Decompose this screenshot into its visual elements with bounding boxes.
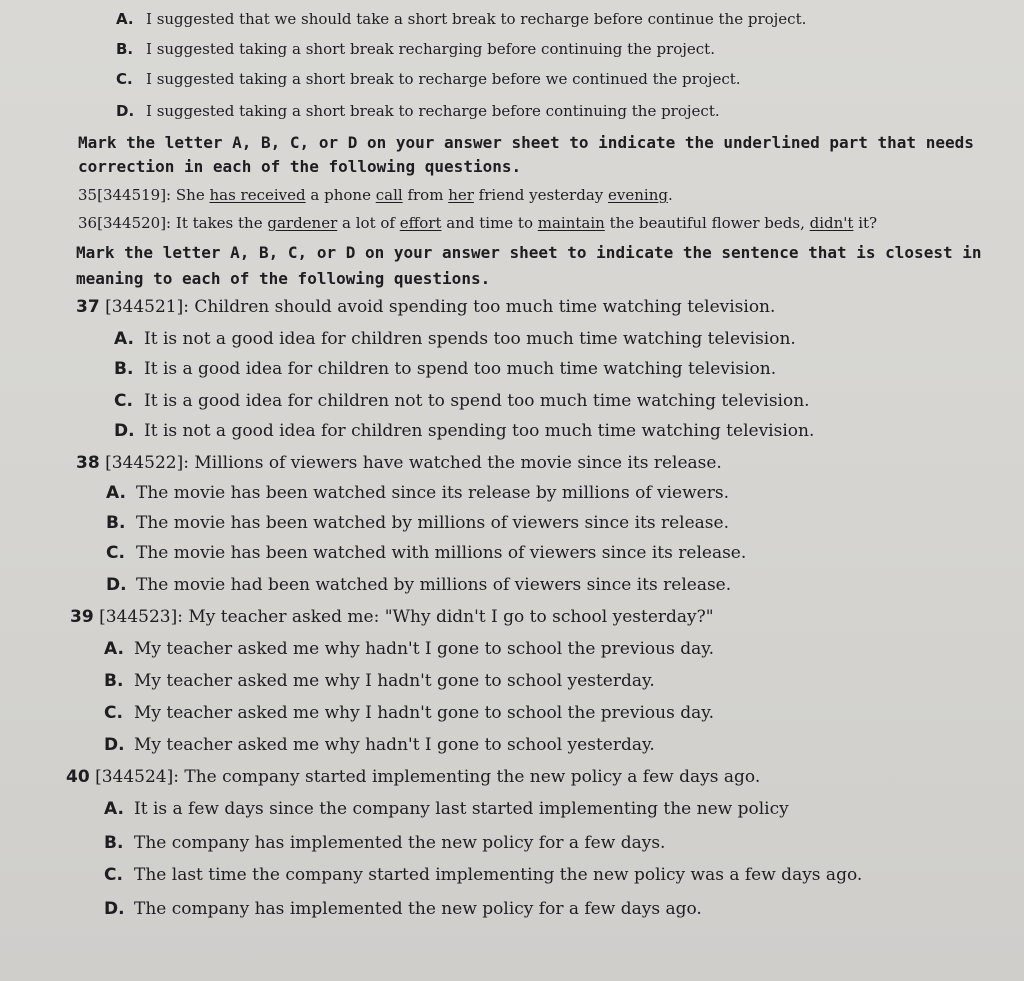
q39-option-b: B. My teacher asked me why I hadn't gone to school yesterday.	[104, 671, 655, 691]
q38-option-d: D. The movie had been watched by millions of viewers since its release.	[106, 575, 732, 595]
q40-option-c: C. The last time the company started implementing the new policy was a few days ago.	[104, 865, 863, 885]
question-39-stem	[70, 606, 714, 628]
underlined-part-b: effort	[399, 214, 442, 232]
option-text: My teacher asked me why hadn't I gone to school yesterday.	[134, 735, 655, 755]
q40-option-b: B. The company has implemented the new policy for a few days.	[104, 833, 666, 853]
question-id: [344522]:	[105, 453, 189, 473]
q38-option-b: B. The movie has been watched by millions of viewers since its release.	[106, 513, 729, 533]
option-letter: D.	[116, 102, 135, 120]
option-text: My teacher asked me why I hadn't gone to school the previous day.	[134, 703, 714, 723]
q37-option-a: A. It is not a good idea for children spends too much time watching television.	[114, 329, 796, 349]
option-text: I suggested taking a short break recharging before continuing the project.	[146, 40, 715, 58]
option-letter: B.	[116, 40, 134, 58]
option-text: I suggested that we should take a short break to recharge before continue the project.	[146, 10, 807, 28]
question-number: 38	[76, 453, 100, 473]
option-text: My teacher asked me why hadn't I gone to school the previous day.	[134, 639, 714, 659]
option-text: My teacher asked me why I hadn't gone to school yesterday.	[134, 671, 655, 691]
underlined-part-d: evening	[608, 186, 668, 204]
underlined-part-c: her	[448, 186, 474, 204]
question-35	[78, 184, 673, 206]
underlined-part-d: didn't	[809, 214, 854, 232]
question-stem: Millions of viewers have watched the movie since its release.	[194, 453, 722, 473]
question-40-stem	[66, 766, 760, 788]
q39-option-a: A. My teacher asked me why hadn't I gone to school the previous day.	[104, 639, 714, 659]
option-text: It is not a good idea for children spending too much time watching television.	[144, 421, 815, 441]
instruction-error-line2: correction in each of the following questions.	[78, 157, 522, 176]
underlined-part-c: maintain	[537, 214, 605, 232]
option-text: The movie has been watched since its release by millions of viewers.	[136, 483, 729, 503]
q38-option-a: A. The movie has been watched since its release by millions of viewers.	[106, 483, 729, 503]
instruction-meaning-line2: meaning to each of the following questions.	[76, 269, 491, 288]
option-text: It is a good idea for children to spend too much time watching television.	[144, 359, 777, 379]
option-text: It is a good idea for children not to spend too much time watching television.	[144, 391, 810, 411]
question-number: 40	[66, 767, 90, 787]
q37-option-c: C. It is a good idea for children not to spend too much time watching television.	[114, 391, 810, 411]
q40-option-a: A. It is a few days since the company last started implementing the new policy	[104, 799, 789, 819]
question-number: 35[344519]:	[78, 186, 172, 204]
q35-text: She has received a phone call from her friend yesterday evening.	[175, 186, 673, 204]
q38-option-c: C. The movie has been watched with millions of viewers since its release.	[106, 543, 747, 563]
question-number: 36[344520]:	[78, 214, 172, 232]
option-text: The company has implemented the new policy for a few days.	[134, 833, 666, 853]
underlined-part-b: call	[375, 186, 403, 204]
question-stem: The company started implementing the new policy a few days ago.	[184, 767, 761, 787]
q34-option-a	[116, 8, 806, 30]
option-text: It is not a good idea for children spends too much time watching television.	[144, 329, 796, 349]
question-stem: My teacher asked me: "Why didn't I go to school yesterday?"	[188, 607, 714, 627]
q39-option-c: C. My teacher asked me why I hadn't gone to school the previous day.	[104, 703, 714, 723]
q36-text: It takes the gardener a lot of effort and time to maintain the beautiful flower beds, didn't it?	[175, 214, 878, 232]
q37-option-b: B. It is a good idea for children to spend too much time watching television.	[114, 359, 777, 379]
option-text: The last time the company started implementing the new policy was a few days ago.	[134, 865, 863, 885]
option-text: The movie has been watched by millions of viewers since its release.	[136, 513, 729, 533]
option-text: I suggested taking a short break to recharge before continuing the project.	[146, 102, 720, 120]
underlined-part-a: gardener	[267, 214, 338, 232]
instruction-meaning-line1: Mark the letter A, B, C, or D on your answer sheet to indicate the sentence that is closest in	[76, 243, 982, 262]
q34-option-c	[116, 68, 741, 90]
option-text: It is a few days since the company last started implementing the new policy	[134, 799, 789, 819]
option-text: The movie has been watched with millions of viewers since its release.	[136, 543, 747, 563]
instruction-error-line1: Mark the letter A, B, C, or D on your answer sheet to indicate the underlined part that needs	[78, 133, 974, 152]
q39-option-d: D. My teacher asked me why hadn't I gone to school yesterday.	[104, 735, 655, 755]
option-text: I suggested taking a short break to recharge before we continued the project.	[146, 70, 741, 88]
option-text: The company has implemented the new policy for a few days ago.	[134, 899, 702, 919]
q34-option-b	[116, 38, 715, 60]
option-letter: C.	[116, 70, 133, 88]
question-38-stem	[76, 452, 722, 474]
q37-option-d: D. It is not a good idea for children spending too much time watching television.	[114, 421, 815, 441]
underlined-part-a: has received	[209, 186, 306, 204]
question-id: [344523]:	[99, 607, 183, 627]
option-text: The movie had been watched by millions of viewers since its release.	[136, 575, 732, 595]
q40-option-d: D. The company has implemented the new policy for a few days ago.	[104, 899, 702, 919]
question-id: [344521]:	[105, 297, 189, 317]
question-37-stem	[76, 296, 775, 318]
question-stem: Children should avoid spending too much time watching television.	[194, 297, 776, 317]
option-letter: A.	[116, 10, 134, 28]
question-36	[78, 212, 877, 234]
q34-option-d	[116, 100, 720, 122]
question-number: 39	[70, 607, 94, 627]
question-id: [344524]:	[95, 767, 179, 787]
question-number: 37	[76, 297, 100, 317]
